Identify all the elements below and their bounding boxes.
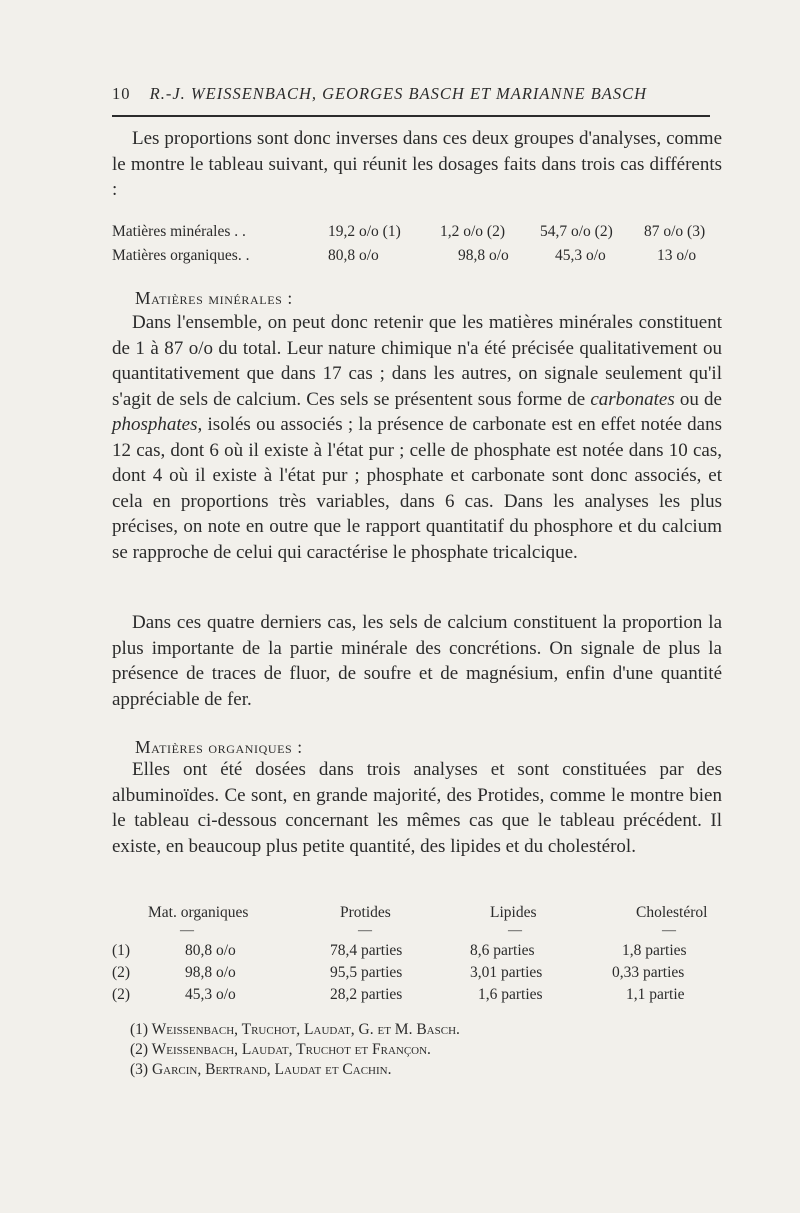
table-cell: 80,8 o/o (328, 247, 379, 264)
reference-item: (2) Weissenbach, Laudat, Truchot et Françon. (130, 1041, 431, 1058)
table-row (112, 244, 732, 268)
mineral-paragraph-1 (112, 310, 722, 565)
running-header (112, 84, 712, 104)
table-cell: 98,8 o/o (458, 247, 509, 264)
dash: — (662, 923, 676, 938)
table-row (112, 962, 732, 984)
row-ref: (2) (112, 986, 131, 1003)
table-cell: 3,01 parties (470, 964, 543, 981)
table-cell: 1,2 o/o (2) (440, 223, 506, 240)
reference-item: (3) Garcin, Bertrand, Laudat et Cachin. (130, 1061, 392, 1078)
row-ref: (2) (112, 964, 131, 981)
table-cell: 1,8 parties (622, 942, 687, 959)
table-cell: 8,6 parties (470, 942, 535, 959)
column-header: Cholestérol (636, 904, 708, 921)
table-cell: 0,33 parties (612, 964, 685, 981)
dash: — (180, 923, 194, 938)
table-cell: 1,6 parties (478, 986, 543, 1003)
table-cell: 13 o/o (657, 247, 697, 264)
references (130, 1020, 730, 1080)
row-label: Matières minérales . . (112, 223, 246, 240)
table-cell: 1,1 partie (626, 986, 685, 1003)
page-number: 10 (112, 84, 131, 103)
row-ref: (1) (112, 942, 131, 959)
emphasis: phosphates (112, 414, 198, 435)
table-header-row (112, 902, 732, 924)
table-row (112, 940, 732, 962)
table-cell: 87 o/o (3) (644, 223, 706, 240)
running-title: R.-J. WEISSENBACH, GEORGES BASCH ET MARIANNE BASCH (149, 84, 648, 103)
text-run: ou de (674, 388, 722, 410)
table-cell: 54,7 o/o (2) (540, 223, 613, 240)
table-row (112, 984, 732, 1006)
text-run: , isolés ou associés ; la présence de carbonate est en effet notée dans 12 cas, dont 6 où il existe à l'état pur ; celle de phosphate est notée dans 10 cas, dont 4 où il existe à l'état pur ; phosphate et carbonate sont donc associés, et cela en proportions très variables, dans 6 cas. Dans les analyses les plus précises, on note en outre que le rapport quantitatif du phosphore et du calcium se rapproche de celui qui caractérise le phosphate tricalcique. (112, 414, 722, 563)
intro-paragraph: Les proportions sont donc inverses dans ces deux groupes d'analyses, comme le montre le tableau suivant, qui réunit les dosages faits dans trois cas différents : (112, 128, 722, 200)
mineral-paragraph-2: Dans ces quatre derniers cas, les sels de calcium constituent la proportion la plus importante de la partie minérale des concrétions. On signale de plus la présence de traces de fluor, de soufre et de magnésium, enfin d'une quantité appréciable de fer. (112, 612, 722, 710)
text-run: Dans l'ensemble, on peut donc retenir que les matières minérales constituent de 1 à 87 o/o du total. Leur nature chimique n'a été précisée qualitativement ou quantitativement que dans 17 cas ; dans les autres, on signale seulement qu'il s'agit de sels de calcium. Ces sels se présentent sous forme de (112, 312, 722, 410)
organic-paragraph: Elles ont été dosées dans trois analyses et sont constituées par des albuminoïdes. Ce sont, en grande majorité, des Protides, comme le montre bien le tableau ci-dessous concernant les mêmes cas que le tableau précédent. Il existe, en beaucoup plus petite quantité, des lipides et du cholestérol. (112, 759, 722, 857)
table-cell: 95,5 parties (330, 964, 403, 981)
column-header: Mat. organiques (148, 904, 249, 921)
dash: — (358, 923, 372, 938)
table-cell: 45,3 o/o (185, 986, 236, 1003)
row-label: Matières organiques. . (112, 247, 250, 264)
table-cell: 28,2 parties (330, 986, 403, 1003)
table-cell: 80,8 o/o (185, 942, 236, 959)
emphasis: carbonates (590, 388, 675, 410)
table-row (112, 220, 732, 244)
reference-item: (1) Weissenbach, Truchot, Laudat, G. et M. Basch. (130, 1021, 460, 1038)
column-header: Protides (340, 904, 391, 921)
table-cell: 19,2 o/o (1) (328, 223, 401, 240)
table-cell: 98,8 o/o (185, 964, 236, 981)
dash-row (112, 924, 732, 940)
section-heading-mineral: Matières minérales : (135, 288, 293, 308)
table-cell: 78,4 parties (330, 942, 403, 959)
dash: — (508, 923, 522, 938)
section-heading-organic: Matières organiques : (135, 737, 303, 757)
organic-table (112, 902, 732, 1006)
composition-table (112, 220, 732, 268)
header-rule (112, 115, 710, 117)
column-header: Lipides (490, 904, 537, 921)
table-cell: 45,3 o/o (555, 247, 606, 264)
